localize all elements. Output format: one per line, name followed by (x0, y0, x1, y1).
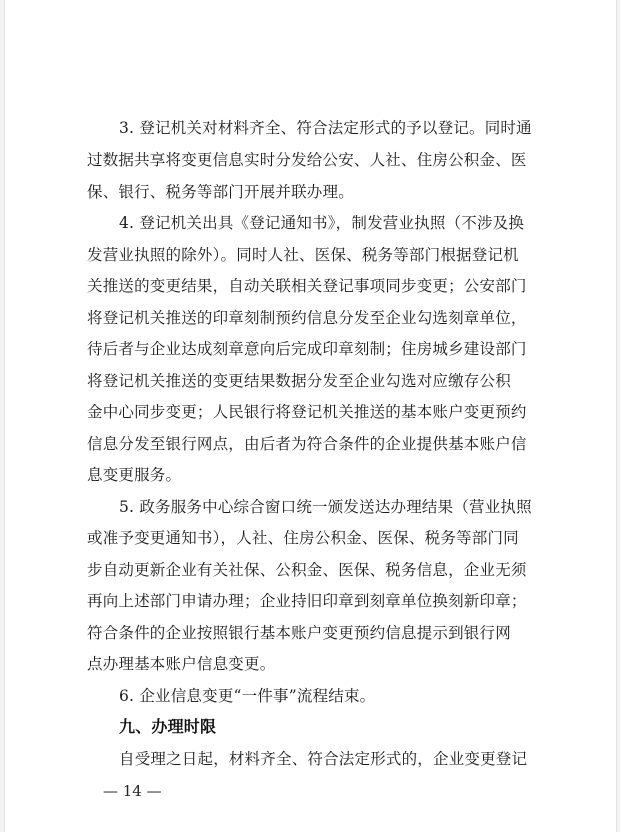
section-heading: 九、办理时限 (119, 717, 217, 736)
text-line-1: 3. 登记机关对材料齐全、符合法定形式的予以登记。同时通 (119, 119, 532, 137)
text-line-11: 信息分发至银行网点，由后者为符合条件的企业提供基本账户信 (87, 435, 527, 453)
text-line-9: 将登记机关推送的变更结果数据分发至企业勾选对应缴存公积 (87, 372, 511, 390)
text-line-10: 金中心同步变更；人民银行将登记机关推送的基本账户变更预约 (87, 403, 527, 421)
text-line-3: 保、银行、税务等部门开展并联办理。 (87, 183, 354, 201)
text-line-17: 符合条件的企业按照银行基本账户变更预约信息提示到银行网 (87, 624, 511, 642)
text-line-19: 6. 企业信息变更“一件事”流程结束。 (119, 687, 376, 705)
text-line-15: 步自动更新企业有关社保、公积金、医保、税务信息，企业无须 (87, 561, 527, 579)
text-line-2: 过数据共享将变更信息实时分发给公安、人社、住房公积金、医 (87, 151, 527, 169)
document-page (5, 0, 616, 832)
text-line-13: 5. 政务服务中心综合窗口统一颁发送达办理结果（营业执照 (119, 498, 532, 516)
text-line-4: 4. 登记机关出具《登记通知书》，制发营业执照（不涉及换 (119, 214, 525, 232)
text-line-21: 自受理之日起，材料齐全、符合法定形式的，企业变更登记 (119, 750, 528, 768)
text-line-14: 或准予变更通知书），人社、住房公积金、医保、税务等部门同 (87, 529, 519, 547)
text-line-18: 点办理基本账户信息变更。 (87, 655, 276, 673)
text-line-8: 待后者与企业达成刻章意向后完成印章刻制；住房城乡建设部门 (87, 340, 527, 358)
text-line-6: 关推送的变更结果，自动关联相关登记事项同步变更；公安部门 (87, 277, 527, 295)
page-number: — 14 — (103, 782, 162, 800)
text-line-5: 发营业执照的除外）。同时人社、医保、税务等部门根据登记机 (87, 246, 519, 264)
text-line-7: 将登记机关推送的印章刻制预约信息分发至企业勾选刻章单位， (87, 309, 527, 327)
text-line-12: 息变更服务。 (87, 466, 182, 484)
text-line-16: 再向上述部门申请办理；企业持旧印章到刻章单位换刻新印章； (87, 592, 527, 610)
